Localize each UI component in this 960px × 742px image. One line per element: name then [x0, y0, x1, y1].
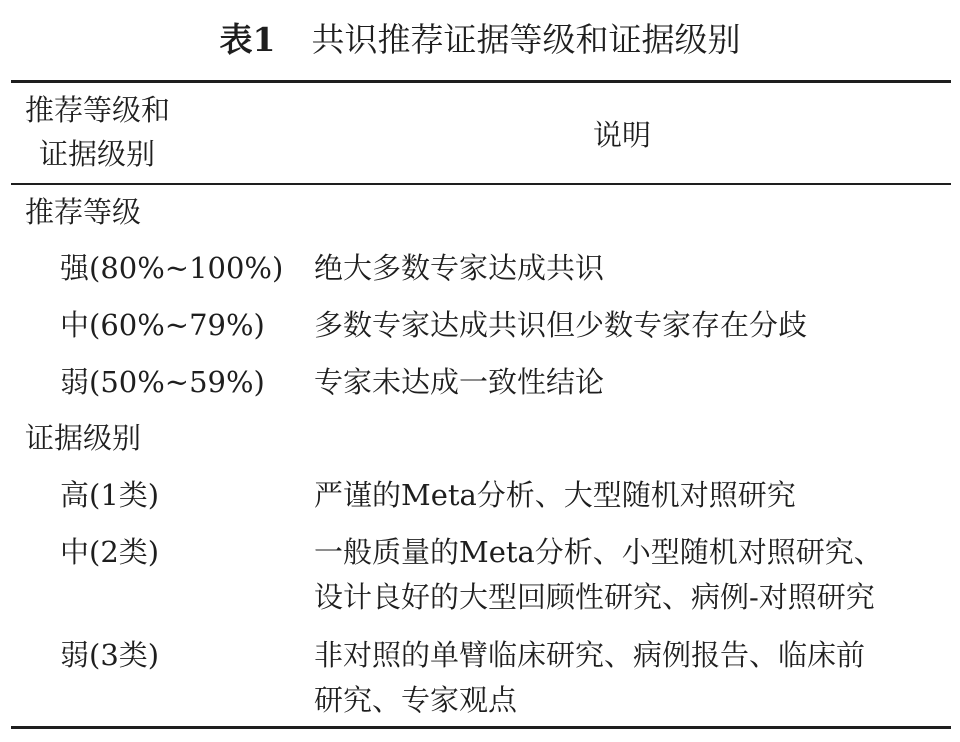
row-desc-strong: 绝大多数专家达成共识	[314, 251, 605, 285]
header-rule	[11, 183, 951, 185]
row-desc-medium: 多数专家达成共识但少数专家存在分歧	[314, 308, 808, 342]
row-desc-line: 一般质量的Meta分析、小型随机对照研究、	[314, 535, 883, 569]
header-left-line-1: 推荐等级和	[25, 93, 171, 127]
header-right-cell: 说明	[593, 118, 652, 152]
row-label-high-evidence: 高(1类)	[60, 478, 160, 512]
table-title	[0, 18, 960, 62]
table-caption: 共识推荐证据等级和证据级别	[311, 20, 741, 59]
row-desc-line: 严谨的Meta分析、大型随机对照研究	[314, 478, 796, 512]
table-number: 表1	[219, 20, 276, 59]
header-left-cell	[25, 88, 170, 176]
row-label-medium-evidence: 中(2类)	[60, 535, 160, 569]
row-label-weak: 弱(50%~59%)	[60, 365, 265, 399]
row-desc-line: 研究、专家观点	[314, 683, 518, 717]
section-heading-evidence: 证据级别	[25, 421, 142, 455]
row-label-strong: 强(80%~100%)	[60, 251, 284, 285]
row-desc-high-evidence	[314, 473, 796, 518]
row-desc-line: 设计良好的大型回顾性研究、病例-对照研究	[314, 580, 875, 614]
header-left-line-2: 证据级别	[39, 137, 156, 171]
row-desc-line: 非对照的单臂临床研究、病例报告、临床前	[314, 638, 866, 672]
row-desc-weak: 专家未达成一致性结论	[314, 365, 605, 399]
section-heading-recommendation: 推荐等级	[25, 195, 142, 229]
row-label-low-evidence: 弱(3类)	[60, 638, 160, 672]
row-desc-medium-evidence	[314, 530, 883, 620]
row-desc-low-evidence	[314, 633, 865, 723]
bottom-rule	[11, 726, 951, 729]
row-label-medium: 中(60%~79%)	[60, 308, 265, 342]
top-rule	[11, 80, 951, 83]
